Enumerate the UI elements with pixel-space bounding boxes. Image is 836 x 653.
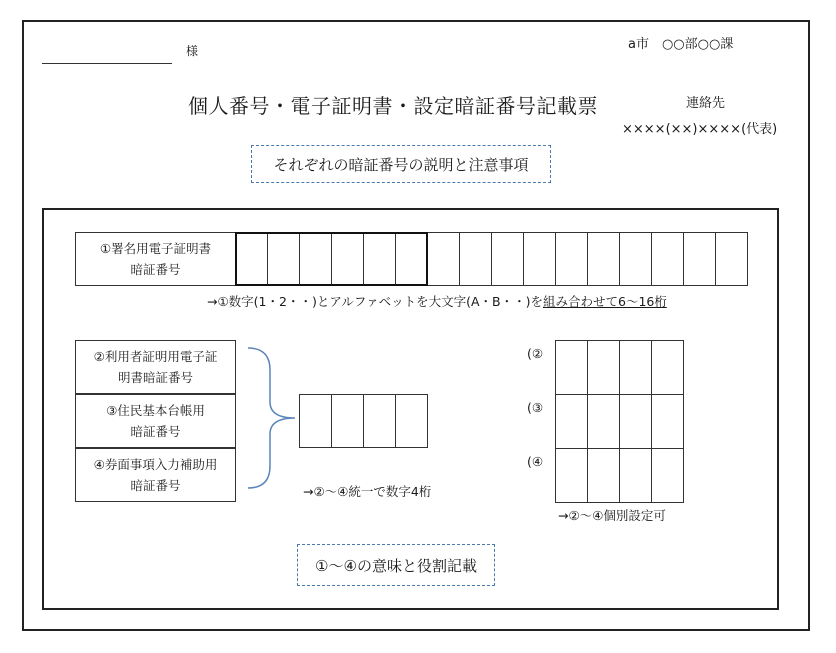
row2-digit-cell-2[interactable] [587,340,620,395]
row4-digit-cell-3[interactable] [619,448,652,503]
contact-label: 連絡先 [686,96,726,111]
pin1-digit-cell-8[interactable] [459,232,492,286]
pin4-label-line2: 暗証番号 [130,478,181,493]
pin2-label-line2: 明書暗証番号 [117,370,193,385]
pin1-digit-cell-5[interactable] [363,232,396,286]
pin1-note [207,292,667,310]
honorific: 様 [186,44,199,58]
pin1-digit-cell-1[interactable] [235,232,268,286]
pin4-label-box [75,448,236,502]
contact-number: ××××(××)××××(代表) [622,122,778,137]
pin1-digit-cell-16[interactable] [715,232,748,286]
row4-digit-cell-4[interactable] [651,448,684,503]
row2-digit-cell-4[interactable] [651,340,684,395]
row3-marker: (③ [527,400,544,415]
shared-digit-cell-3[interactable] [363,394,396,448]
description-text: それぞれの暗証番号の説明と注意事項 [273,155,529,174]
pin1-digit-cell-4[interactable] [331,232,364,286]
individual-pin-note: →②～④個別設定可 [558,508,666,523]
meaning-box [297,544,495,586]
description-box [251,145,551,183]
pin1-label-line1: ①署名用電子証明書 [99,241,212,256]
pin1-note-prefix: →①数字(1・2・・)とアルファベットを大文字(A・B・・)を [207,294,543,309]
shared-pin-note: →②～④統一で数字4桁 [303,484,432,499]
pin3-label-line2: 暗証番号 [130,424,181,439]
row4-digit-cell-1[interactable] [555,448,588,503]
pin3-label-box [75,394,236,448]
row3-digit-cell-2[interactable] [587,394,620,449]
row4-marker: (④ [527,454,544,469]
pin2-label-line1: ②利用者証明用電子証 [93,349,218,364]
department: a市 ○○部○○課 [628,37,734,52]
row3-digit-cell-4[interactable] [651,394,684,449]
row2-digit-cell-1[interactable] [555,340,588,395]
row3-digit-cell-3[interactable] [619,394,652,449]
pin1-digit-cell-10[interactable] [523,232,556,286]
pin1-digit-cell-9[interactable] [491,232,524,286]
name-line[interactable] [42,63,172,64]
pin1-digit-cell-12[interactable] [587,232,620,286]
pin2-label-box [75,340,236,394]
pin1-label-box [75,232,236,286]
form-title: 個人番号・電子証明書・設定暗証番号記載票 [188,94,598,118]
row2-marker: (② [527,346,544,361]
pin1-digit-cell-2[interactable] [267,232,300,286]
pin3-label-line1: ③住民基本台帳用 [106,403,205,418]
pin1-digit-cell-7[interactable] [427,232,460,286]
row4-digit-cell-2[interactable] [587,448,620,503]
pin1-digit-cell-15[interactable] [683,232,716,286]
meaning-text: ①～④の意味と役割記載 [315,556,477,575]
pin1-digit-cell-13[interactable] [619,232,652,286]
pin1-label-line2: 暗証番号 [130,262,181,277]
row3-digit-cell-1[interactable] [555,394,588,449]
row2-digit-cell-3[interactable] [619,340,652,395]
pin1-digit-cell-14[interactable] [651,232,684,286]
shared-digit-cell-2[interactable] [331,394,364,448]
pin1-digit-cell-6[interactable] [395,232,428,286]
shared-digit-cell-1[interactable] [299,394,332,448]
pin1-note-underlined: 組み合わせて6～16桁 [542,294,667,309]
curly-brace-icon [240,340,300,496]
pin4-label-line1: ④券面事項入力補助用 [93,457,218,472]
pin1-digit-cell-11[interactable] [555,232,588,286]
shared-digit-cell-4[interactable] [395,394,428,448]
pin1-digit-cell-3[interactable] [299,232,332,286]
